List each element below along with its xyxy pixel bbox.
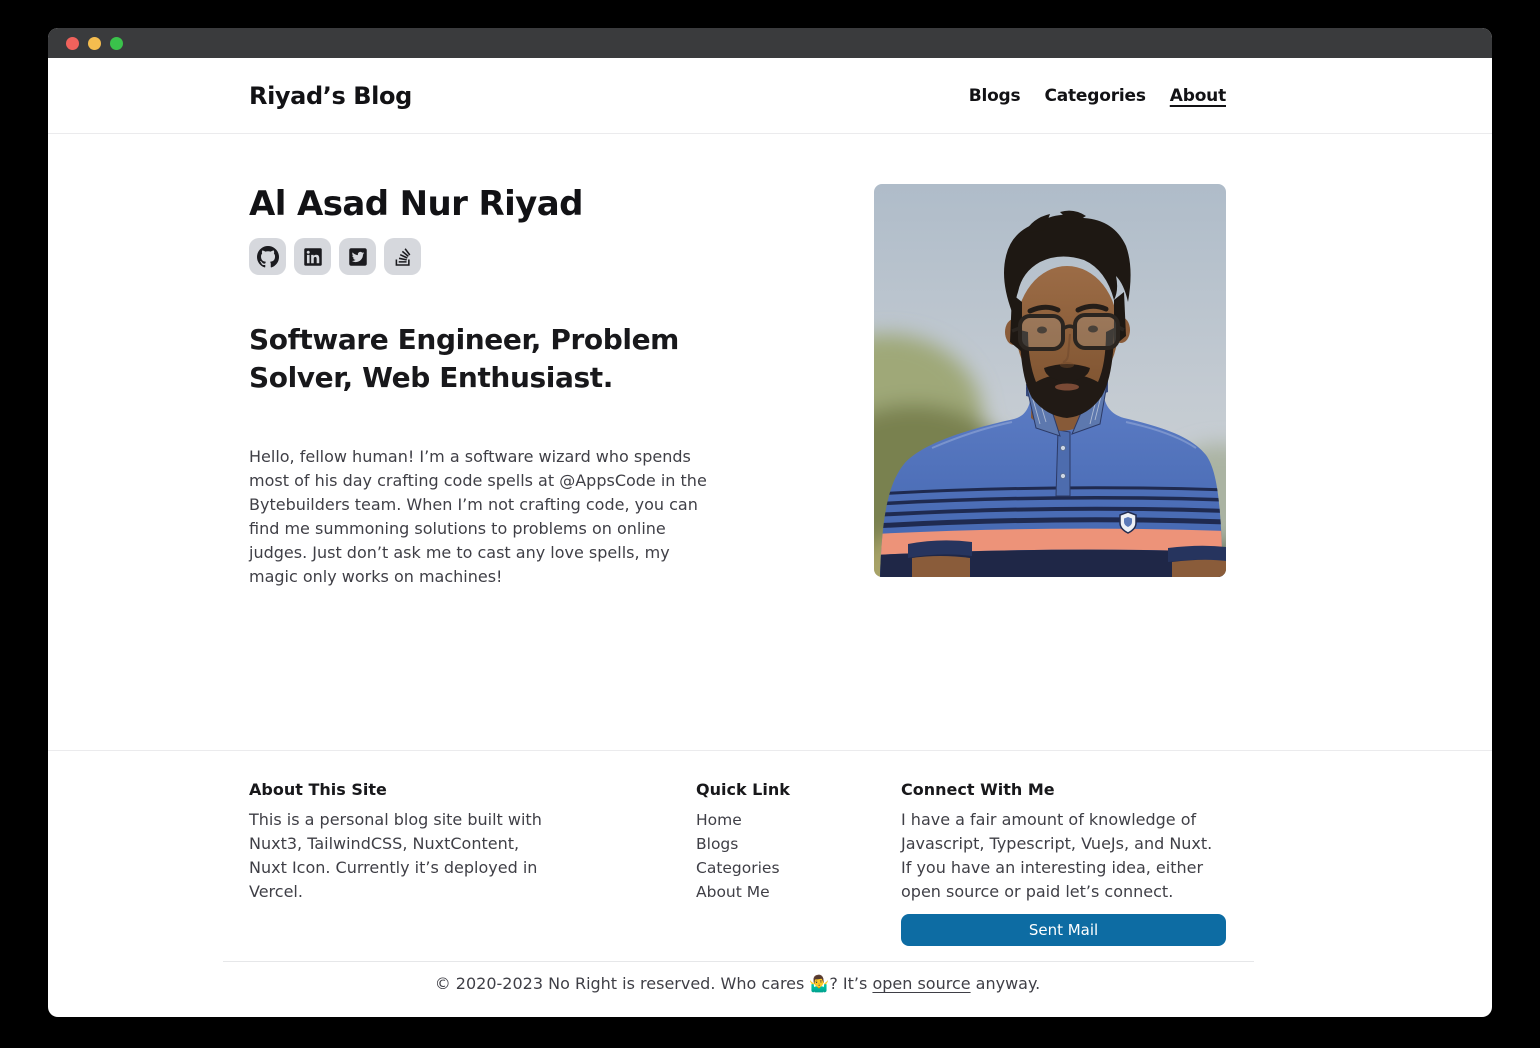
- footer-link-categories[interactable]: Categories: [696, 859, 780, 877]
- nav-item-categories[interactable]: Categories: [1044, 85, 1146, 106]
- nav-item-about[interactable]: About: [1169, 85, 1226, 106]
- footer-connect-title: Connect With Me: [901, 780, 1055, 799]
- linkedin-link[interactable]: [294, 238, 331, 275]
- footer-connect-column: [901, 780, 1226, 961]
- social-links: [249, 238, 709, 275]
- bio-paragraph: Hello, fellow human! I’m a software wizard who spends most of his day crafting code spells at @AppsCode in the Bytebuilders team. When I’m not crafting code, you can find me summoning solutions to problems on online judges. Just don’t ask me to cast any love spells, my magic only works on machines!: [249, 447, 707, 586]
- footer-connect-text: I have a fair amount of knowledge of Javascript, Typescript, VueJs, and Nuxt. If you have an interesting idea, either open source or paid let’s connect.: [901, 810, 1213, 901]
- minimize-window-button[interactable]: [88, 37, 101, 50]
- footer-quicklinks-title: Quick Link: [696, 780, 790, 799]
- site-footer: [48, 750, 1492, 1017]
- twitter-icon: [348, 247, 368, 267]
- linkedin-icon: [303, 247, 323, 267]
- twitter-link[interactable]: [339, 238, 376, 275]
- window-titlebar: [48, 28, 1492, 58]
- footer-link-about-me[interactable]: About Me: [696, 883, 770, 901]
- browser-window: [48, 28, 1492, 1017]
- site-logo[interactable]: Riyad’s Blog: [249, 81, 412, 110]
- page-title: Al Asad Nur Riyad: [249, 184, 583, 224]
- nav-item-blogs[interactable]: Blogs: [968, 85, 1021, 106]
- copyright-line: [249, 962, 1226, 994]
- main-nav: [969, 86, 1226, 106]
- footer-about-title: About This Site: [249, 780, 387, 799]
- footer-link-blogs[interactable]: Blogs: [696, 835, 739, 853]
- zoom-window-button[interactable]: [110, 37, 123, 50]
- open-source-link[interactable]: open source: [872, 974, 971, 993]
- stackoverflow-link[interactable]: [384, 238, 421, 275]
- site-header: [48, 58, 1492, 134]
- headline: Software Engineer, Problem Solver, Web Enthusiast.: [249, 323, 679, 394]
- footer-about-text: This is a personal blog site built with Nuxt3, TailwindCSS, NuxtContent, Nuxt Icon. Currently it’s deployed in Vercel.: [249, 810, 542, 901]
- close-window-button[interactable]: [66, 37, 79, 50]
- footer-about-column: [249, 780, 549, 961]
- github-link[interactable]: [249, 238, 286, 275]
- sent-mail-button[interactable]: Sent Mail: [901, 914, 1226, 946]
- footer-quicklinks-column: [696, 780, 816, 961]
- copyright-text-prefix: © 2020-2023 No Right is reserved. Who cares 🤷‍♂️? It’s: [434, 974, 873, 993]
- github-icon: [257, 246, 279, 268]
- footer-link-home[interactable]: Home: [696, 811, 742, 829]
- copyright-text-suffix: anyway.: [970, 974, 1041, 993]
- profile-photo: [874, 184, 1226, 577]
- main-content: [48, 134, 1492, 750]
- stackoverflow-icon: [394, 247, 412, 267]
